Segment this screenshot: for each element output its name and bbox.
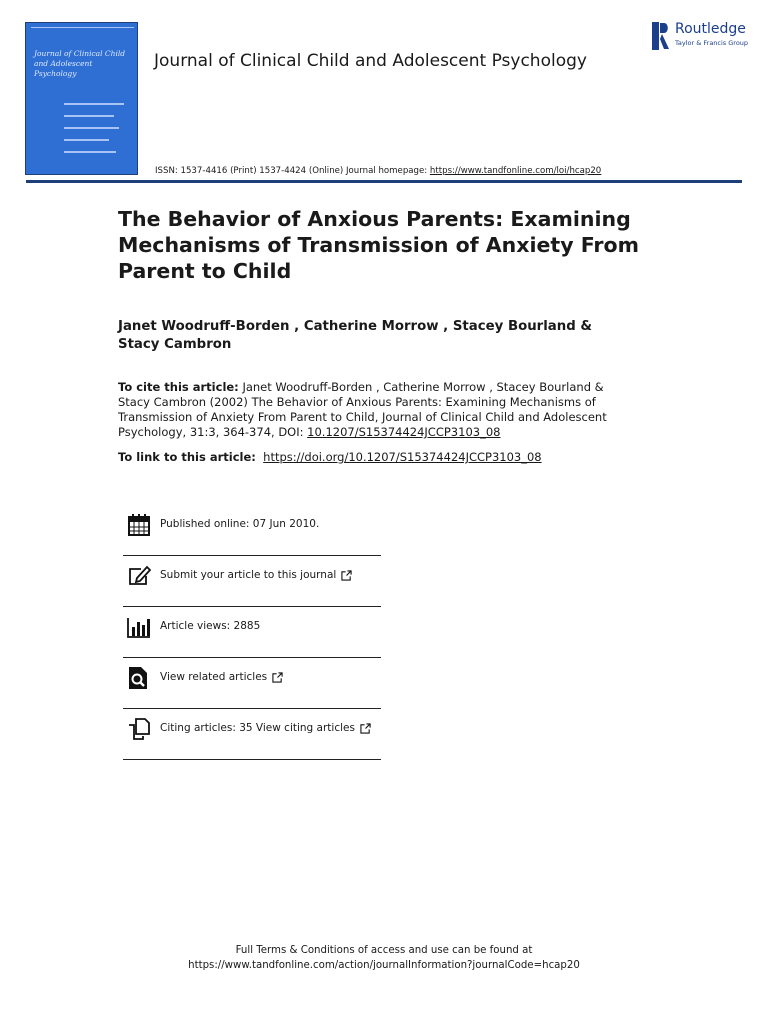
info-row-related[interactable]	[123, 658, 381, 709]
external-link-icon	[272, 672, 283, 683]
citing-icon	[127, 717, 151, 741]
article-authors: Janet Woodruff-Borden , Catherine Morrow , Stacey Bourland & Stacy Cambron	[118, 319, 592, 352]
citing-articles-link[interactable]	[160, 722, 371, 734]
routledge-logo-icon	[652, 22, 670, 50]
cite-text: Janet Woodruff-Borden , Catherine Morrow , Stacey Bourland & Stacy Cambron (2002) The Behavior of Anxious Parents: Examining Mechanisms of Transmission of Anxiety From Parent to Child, Journal of Clinical Child and Adolescent Psychology, 31:3, 364-374, DOI:	[118, 380, 607, 439]
info-row-submit[interactable]	[123, 556, 381, 607]
terms-footer	[0, 943, 768, 973]
cover-title: Journal of Clinical Child and Adolescent Psychology	[34, 49, 126, 78]
external-link-icon	[360, 723, 371, 734]
publisher-subtitle: Taylor & Francis Group	[675, 39, 749, 47]
publisher-name: Routledge	[675, 21, 746, 37]
info-row-published	[123, 505, 381, 556]
article-title: The Behavior of Anxious Parents: Examining Mechanisms of Transmission of Anxiety From Parent to Child	[118, 207, 639, 283]
terms-text: Full Terms & Conditions of access and use can be found at	[235, 945, 533, 956]
submit-article-link[interactable]	[160, 569, 352, 581]
article-info-list	[123, 505, 381, 760]
cite-label: To cite this article:	[118, 380, 239, 394]
citing-articles-label: Citing articles: 35 View citing articles	[160, 722, 355, 734]
submit-article-label: Submit your article to this journal	[160, 569, 337, 581]
related-articles-link[interactable]	[160, 671, 283, 683]
journal-cover-image	[25, 22, 138, 175]
issn-text: ISSN: 1537-4416 (Print) 1537-4424 (Online) Journal homepage:	[155, 166, 430, 176]
cover-text-line	[64, 139, 109, 141]
article-url-link[interactable]: https://doi.org/10.1207/S15374424JCCP3103_08	[263, 450, 542, 464]
cover-text-line	[64, 103, 124, 105]
issn-line	[155, 166, 601, 176]
journal-homepage-link[interactable]: https://www.tandfonline.com/loi/hcap20	[429, 166, 602, 176]
header-divider	[26, 180, 742, 183]
edit-icon	[127, 564, 151, 588]
external-link-icon	[341, 570, 352, 581]
link-label: To link to this article:	[118, 450, 256, 464]
bar-chart-icon	[127, 615, 151, 639]
terms-url[interactable]: https://www.tandfonline.com/action/journalInformation?journalCode=hcap20	[188, 960, 580, 971]
doi-link[interactable]: 10.1207/S15374424JCCP3103_08	[307, 425, 501, 439]
cover-text-line	[64, 127, 119, 129]
published-date: Published online: 07 Jun 2010.	[160, 518, 320, 530]
link-to-article	[118, 450, 542, 464]
calendar-icon	[127, 513, 151, 537]
related-articles-label: View related articles	[160, 671, 268, 683]
cover-text-line	[64, 115, 114, 117]
cover-text-line	[64, 151, 116, 153]
citation-block	[118, 380, 638, 440]
search-document-icon	[127, 666, 151, 690]
article-views: Article views: 2885	[160, 620, 261, 632]
info-row-citing[interactable]	[123, 709, 381, 760]
cover-top-rule	[31, 27, 134, 33]
info-row-views	[123, 607, 381, 658]
journal-name: Journal of Clinical Child and Adolescent Psychology	[154, 51, 587, 71]
